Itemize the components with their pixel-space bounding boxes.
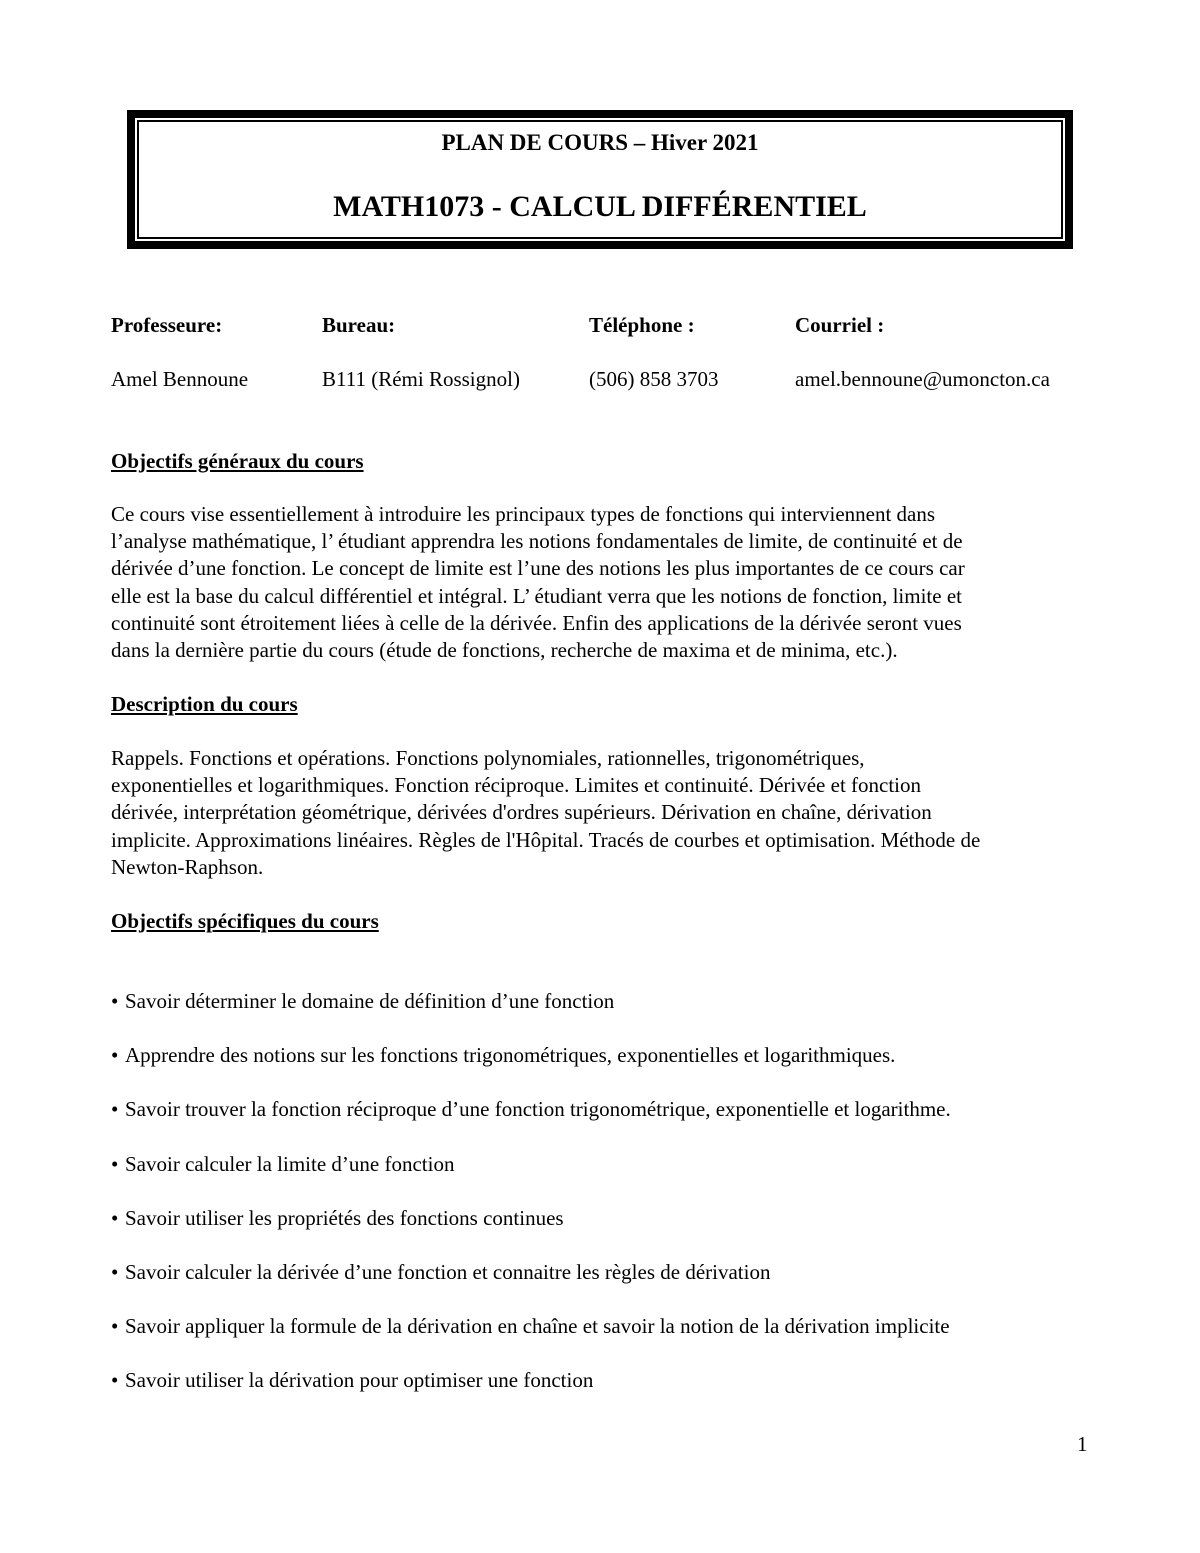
page-number: 1 — [1077, 1432, 1088, 1456]
description-heading: Description du cours — [111, 692, 298, 716]
paragraph-line: exponentielles et logarithmiques. Fonction réciproque. Limites et continuité. Dérivée et fonction — [111, 773, 922, 798]
bullet-icon: • — [111, 1368, 119, 1393]
bullet-icon: • — [111, 1097, 119, 1122]
general-objectives-heading: Objectifs généraux du cours — [111, 449, 364, 473]
list-item — [111, 1096, 965, 1123]
list-item-text: Savoir utiliser la dérivation pour optimiser une fonction — [125, 1368, 594, 1393]
bullet-icon: • — [111, 1260, 119, 1285]
list-item — [111, 1313, 1091, 1340]
paragraph-line: l’analyse mathématique, l’ étudiant apprendra les notions fondamentales de limite, de continuité et de — [111, 529, 963, 554]
bullet-icon: • — [111, 1151, 119, 1176]
email-value: amel.bennoune@umoncton.ca — [795, 367, 1050, 391]
list-item-text: Apprendre des notions sur les fonctions trigonométriques, exponentielles et logarithmiques. — [125, 1043, 896, 1068]
bullet-icon: • — [111, 989, 119, 1013]
list-item-text: Savoir trouver la fonction réciproque d’une fonction trigonométrique, exponentielle et logarithme. — [125, 1097, 951, 1122]
list-item — [111, 1205, 1091, 1232]
plan-title: PLAN DE COURS – Hiver 2021 — [441, 130, 759, 155]
office-value: B111 (Rémi Rossignol) — [322, 367, 520, 391]
description-paragraph — [111, 745, 1091, 881]
list-item-text: Savoir calculer la limite d’une fonction — [125, 1151, 455, 1176]
list-item — [111, 1367, 1091, 1394]
list-item-text: Savoir calculer la dérivée d’une fonction et connaitre les règles de dérivation — [125, 1260, 771, 1285]
professor-name: Amel Bennoune — [111, 367, 249, 391]
specific-objectives-list — [111, 988, 1091, 1422]
paragraph-line: Rappels. Fonctions et opérations. Fonctions polynomiales, rationnelles, trigonométriques, — [111, 746, 865, 770]
phone-label: Téléphone : — [589, 313, 695, 337]
list-item-text: Savoir utiliser les propriétés des fonctions continues — [125, 1205, 564, 1230]
list-item-text: Savoir appliquer la formule de la dérivation en chaîne et savoir la notion de la dérivation implicite — [125, 1314, 950, 1339]
bullet-icon: • — [111, 1205, 119, 1230]
professor-label: Professeure: — [111, 313, 223, 337]
list-item — [111, 1151, 1091, 1178]
paragraph-line: dans la dernière partie du cours (étude de fonctions, recherche de maxima et de minima, etc.). — [111, 638, 898, 663]
office-label: Bureau: — [322, 313, 396, 337]
list-item-text: Savoir déterminer le domaine de définition d’une fonction — [125, 989, 615, 1013]
paragraph-line: dérivée d’une fonction. Le concept de limite est l’une des notions les plus importantes de ce cours car — [111, 556, 965, 581]
list-item — [111, 988, 1091, 1015]
course-title: MATH1073 - CALCUL DIFFÉRENTIEL — [333, 190, 867, 223]
phone-value: (506) 858 3703 — [589, 367, 719, 391]
paragraph-line: dérivée, interprétation géométrique, dérivées d'ordres supérieurs. Dérivation en chaîne, dérivation — [111, 800, 932, 825]
list-item — [111, 1042, 1091, 1069]
general-objectives-paragraph — [111, 501, 1091, 664]
bullet-icon: • — [111, 1314, 119, 1339]
paragraph-line: Newton-Raphson. — [111, 854, 264, 879]
title-box — [127, 110, 1073, 249]
paragraph-line: Ce cours vise essentiellement à introduire les principaux types de fonctions qui interviennent dans — [111, 502, 936, 526]
bullet-icon: • — [111, 1043, 119, 1068]
list-item — [111, 1259, 1091, 1286]
paragraph-line: implicite. Approximations linéaires. Règles de l'Hôpital. Tracés de courbes et optimisation. Méthode de — [111, 827, 981, 852]
email-label: Courriel : — [795, 313, 885, 337]
paragraph-line: elle est la base du calcul différentiel et intégral. L’ étudiant verra que les notions de fonction, limite et — [111, 583, 962, 608]
specific-objectives-heading: Objectifs spécifiques du cours — [111, 909, 379, 933]
paragraph-line: continuité sont étroitement liées à celle de la dérivée. Enfin des applications de la dérivée seront vues — [111, 610, 962, 635]
